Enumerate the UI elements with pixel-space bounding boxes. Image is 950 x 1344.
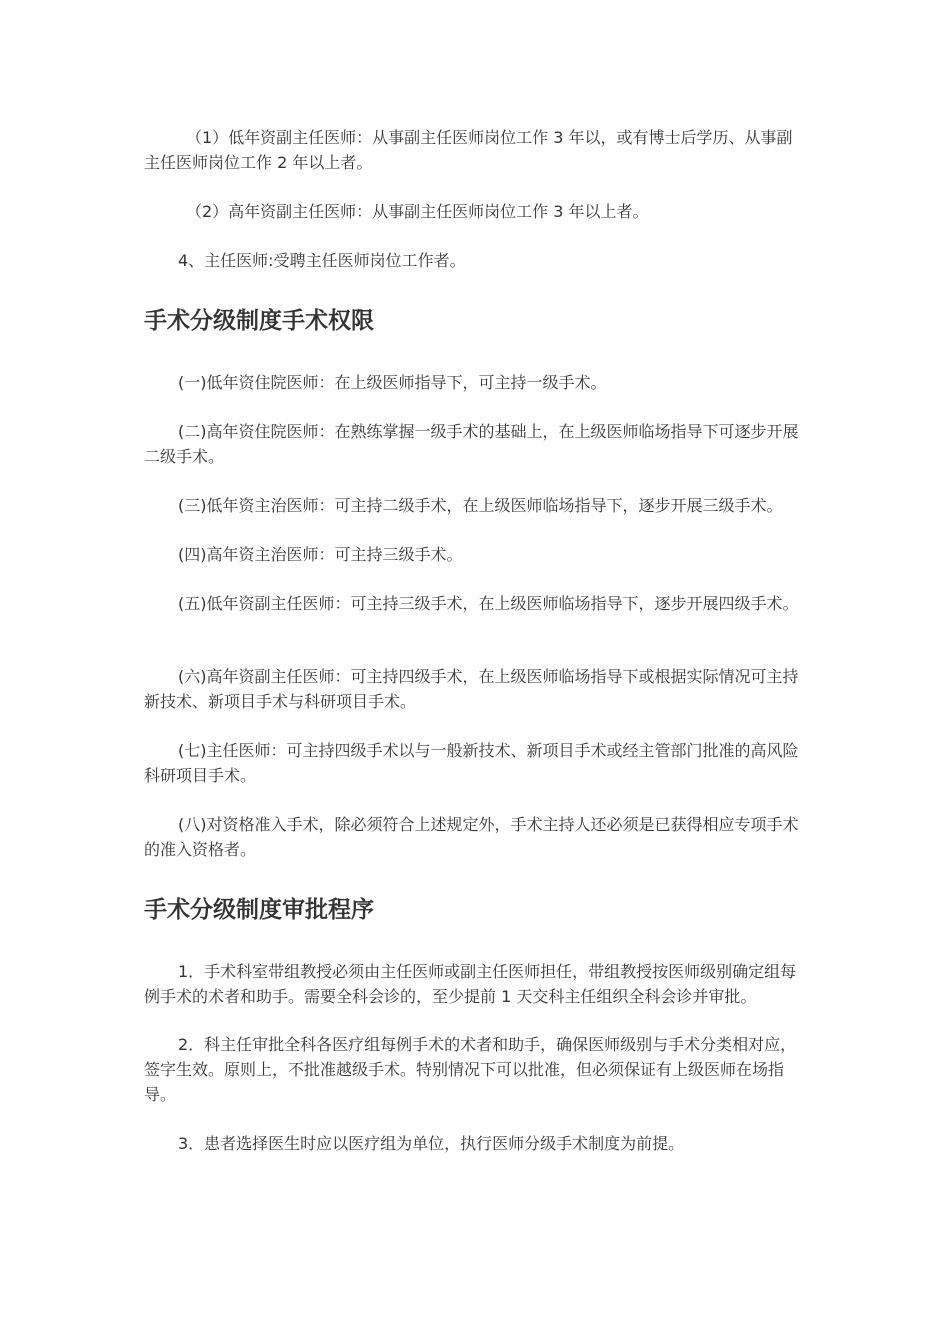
section-heading-approval: 手术分级制度审批程序 [144, 897, 374, 923]
approval-item: 3．患者选择医生时应以医疗组为单位，执行医师分级手术制度为前提。 [178, 1134, 685, 1153]
authority-item: (四)高年资主治医师：可主持三级手术。 [178, 545, 463, 564]
paragraph-low-associate-chief: （1）低年资副主任医师：从事副主任医师岗位工作 3 年以，或有博士后学历、从事副主任医师岗位工作 2 年以上者。 [144, 128, 793, 172]
approval-item: 1．手术科室带组教授必须由主任医师或副主任医师担任，带组教授按医师级别确定组每例手术的术者和助手。需要全科会诊的，至少提前 1 天交科主任组织全科会诊并审批。 [144, 962, 797, 1006]
authority-item: (七)主任医师：可主持四级手术以与一般新技术、新项目手术或经主管部门批准的高风险科研项目手术。 [144, 741, 799, 785]
authority-item: (八)对资格准入手术，除必须符合上述规定外，手术主持人还必须是已获得相应专项手术的准入资格者。 [144, 815, 799, 859]
paragraph-chief-physician: 4、主任医师:受聘主任医师岗位工作者。 [178, 251, 466, 270]
authority-item: (六)高年资副主任医师：可主持四级手术，在上级医师临场指导下或根据实际情况可主持新技术、新项目手术与科研项目手术。 [144, 667, 799, 711]
authority-item: (二)高年资住院医师：在熟练掌握一级手术的基础上，在上级医师临场指导下可逐步开展二级手术。 [144, 422, 799, 466]
authority-item: (五)低年资副主任医师：可主持三级手术，在上级医师临场指导下，逐步开展四级手术。 [178, 594, 799, 613]
authority-item: (三)低年资主治医师：可主持二级手术，在上级医师临场指导下，逐步开展三级手术。 [178, 496, 783, 515]
approval-item: 2．科主任审批全科各医疗组每例手术的术者和助手，确保医师级别与手术分类相对应，签字生效。原则上，不批准越级手术。特别情况下可以批准，但必须保证有上级医师在场指导。 [144, 1035, 797, 1104]
authority-item: (一)低年资住院医师：在上级医师指导下，可主持一级手术。 [178, 373, 607, 392]
paragraph-high-associate-chief: （2）高年资副主任医师：从事副主任医师岗位工作 3 年以上者。 [186, 202, 649, 221]
section-heading-authority: 手术分级制度手术权限 [144, 308, 374, 334]
